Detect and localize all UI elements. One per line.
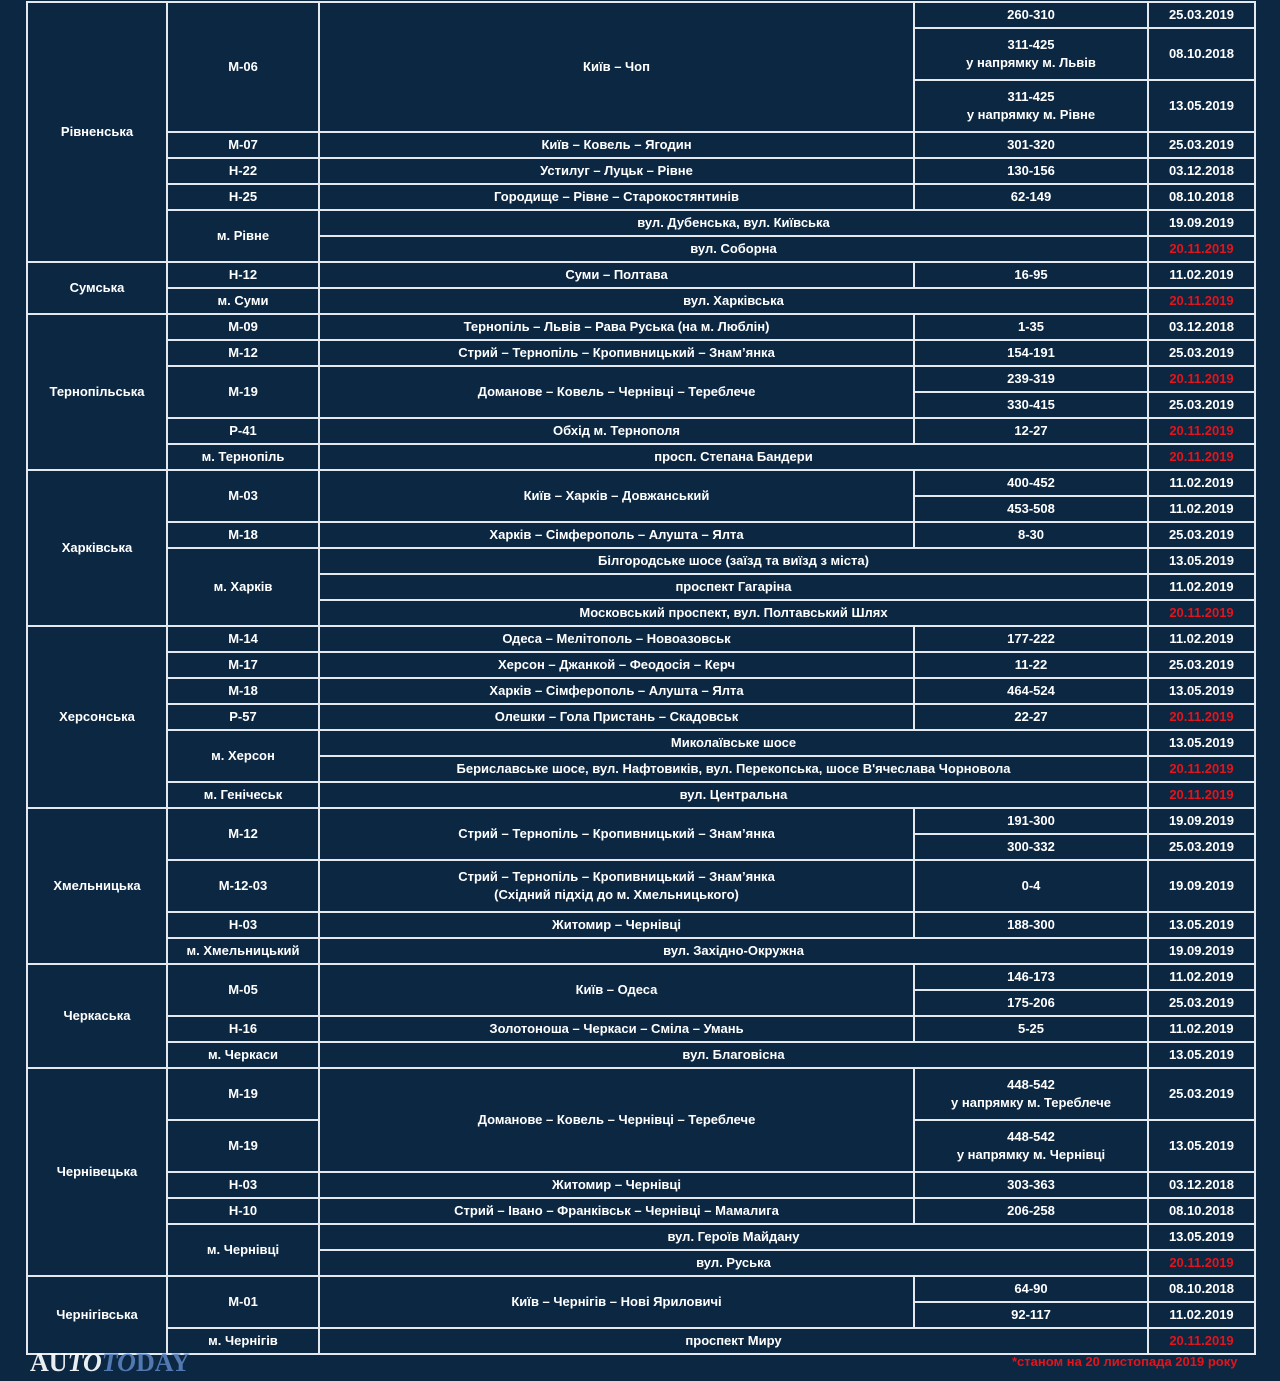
table-row	[27, 1172, 1255, 1198]
table-cell: 11.02.2019	[1148, 262, 1255, 288]
table-cell: 13.05.2019	[1148, 730, 1255, 756]
table-cell: 300-332	[914, 834, 1148, 860]
table-cell: Н-03	[167, 1172, 319, 1198]
table-cell: 11.02.2019	[1148, 626, 1255, 652]
table-cell: Миколаївське шосе	[319, 730, 1148, 756]
table-row	[27, 444, 1255, 470]
table-cell: м. Хмельницький	[167, 938, 319, 964]
table-row	[27, 1198, 1255, 1224]
table-cell: Київ – Харків – Довжанський	[319, 470, 914, 522]
table-row	[27, 912, 1255, 938]
table-row	[27, 1042, 1255, 1068]
table-cell: Черкаська	[27, 964, 167, 1068]
table-cell: вул. Центральна	[319, 782, 1148, 808]
table-cell: М-06	[167, 2, 319, 132]
table-cell: М-19	[167, 1068, 319, 1120]
table-row	[27, 158, 1255, 184]
table-cell: Київ – Ковель – Ягодин	[319, 132, 914, 158]
table-cell: 25.03.2019	[1148, 132, 1255, 158]
table-cell: 11.02.2019	[1148, 574, 1255, 600]
table-cell: 20.11.2019	[1148, 236, 1255, 262]
table-cell: 260-310	[914, 2, 1148, 28]
table-cell: М-03	[167, 470, 319, 522]
table-cell: Житомир – Чернівці	[319, 912, 914, 938]
table-cell: 188-300	[914, 912, 1148, 938]
table-row	[27, 1328, 1255, 1354]
table-cell: 130-156	[914, 158, 1148, 184]
table-cell: Суми – Полтава	[319, 262, 914, 288]
table-row	[27, 730, 1255, 756]
table-row	[27, 1016, 1255, 1042]
table-row	[27, 1276, 1255, 1302]
table-cell: Харківська	[27, 470, 167, 626]
table-cell: Доманове – Ковель – Чернівці – Тереблече	[319, 1068, 914, 1172]
table-cell: Стрий – Тернопіль – Кропивницький – Знам’янка	[319, 340, 914, 366]
table-cell: 0-4	[914, 860, 1148, 912]
table-cell: 301-320	[914, 132, 1148, 158]
table-row	[27, 1068, 1255, 1120]
table-cell: Білгородське шосе (заїзд та виїзд з міста)	[319, 548, 1148, 574]
table-row	[27, 340, 1255, 366]
table-cell: м. Суми	[167, 288, 319, 314]
table-cell: 19.09.2019	[1148, 808, 1255, 834]
watermark-to: TO	[67, 1348, 102, 1377]
table-cell: 13.05.2019	[1148, 1120, 1255, 1172]
table-cell: Київ – Чоп	[319, 2, 914, 132]
table-cell: 03.12.2018	[1148, 1172, 1255, 1198]
table-row	[27, 678, 1255, 704]
table-row	[27, 470, 1255, 496]
table-cell: 13.05.2019	[1148, 1042, 1255, 1068]
table-row	[27, 652, 1255, 678]
table-cell: м. Харків	[167, 548, 319, 626]
watermark-to-blue: TO	[101, 1348, 136, 1377]
table-cell: М-12-03	[167, 860, 319, 912]
table-cell: М-18	[167, 678, 319, 704]
table-cell: вул. Героїв Майдану	[319, 1224, 1148, 1250]
table-cell: Харків – Сімферополь – Алушта – Ялта	[319, 522, 914, 548]
table-cell: 1-35	[914, 314, 1148, 340]
table-row	[27, 782, 1255, 808]
table-cell: 20.11.2019	[1148, 444, 1255, 470]
table-row	[27, 288, 1255, 314]
table-cell: м. Генічеськ	[167, 782, 319, 808]
table-cell: Н-16	[167, 1016, 319, 1042]
table-cell: Н-03	[167, 912, 319, 938]
table-cell: М-07	[167, 132, 319, 158]
table-cell: 20.11.2019	[1148, 600, 1255, 626]
watermark-au: AU	[30, 1348, 68, 1377]
table-cell: 25.03.2019	[1148, 834, 1255, 860]
table-cell: 5-25	[914, 1016, 1148, 1042]
table-cell: 11.02.2019	[1148, 470, 1255, 496]
table-cell: 11-22	[914, 652, 1148, 678]
table-cell: вул. Руська	[319, 1250, 1148, 1276]
table-row	[27, 626, 1255, 652]
table-cell: 13.05.2019	[1148, 80, 1255, 132]
table-cell: просп. Степана Бандери	[319, 444, 1148, 470]
table-cell: 08.10.2018	[1148, 184, 1255, 210]
table-cell: м. Черкаси	[167, 1042, 319, 1068]
table-cell: М-19	[167, 366, 319, 418]
table-cell: 177-222	[914, 626, 1148, 652]
table-cell: Харків – Сімферополь – Алушта – Ялта	[319, 678, 914, 704]
table-cell: М-17	[167, 652, 319, 678]
watermark-day: DAY	[135, 1348, 190, 1377]
table-cell: Херсонська	[27, 626, 167, 808]
table-cell: проспект Миру	[319, 1328, 1148, 1354]
table-cell: 22-27	[914, 704, 1148, 730]
table-row	[27, 808, 1255, 834]
table-cell: Херсон – Джанкой – Феодосія – Керч	[319, 652, 914, 678]
table-cell: Н-22	[167, 158, 319, 184]
table-cell: Хмельницька	[27, 808, 167, 964]
table-cell: Чернівецька	[27, 1068, 167, 1276]
table-cell: М-05	[167, 964, 319, 1016]
table-cell: 303-363	[914, 1172, 1148, 1198]
table-row	[27, 132, 1255, 158]
table-row	[27, 418, 1255, 444]
road-repair-table	[26, 1, 1256, 1355]
table-cell: 92-117	[914, 1302, 1148, 1328]
table-cell: 25.03.2019	[1148, 522, 1255, 548]
table-cell: 08.10.2018	[1148, 1198, 1255, 1224]
table-cell: 311-425 у напрямку м. Рівне	[914, 80, 1148, 132]
table-cell: 154-191	[914, 340, 1148, 366]
table-cell: Золотоноша – Черкаси – Сміла – Умань	[319, 1016, 914, 1042]
table-cell: 64-90	[914, 1276, 1148, 1302]
table-cell: 239-319	[914, 366, 1148, 392]
table-cell: Тернопіль – Львів – Рава Руська (на м. Люблін)	[319, 314, 914, 340]
table-cell: 08.10.2018	[1148, 1276, 1255, 1302]
table-cell: Городище – Рівне – Старокостянтинів	[319, 184, 914, 210]
table-cell: 20.11.2019	[1148, 288, 1255, 314]
table-cell: Тернопільська	[27, 314, 167, 470]
table-cell: Сумська	[27, 262, 167, 314]
table-cell: м. Чернівці	[167, 1224, 319, 1276]
table-row	[27, 1224, 1255, 1250]
table-cell: Р-41	[167, 418, 319, 444]
table-cell: Стрий – Івано – Франківськ – Чернівці – Мамалига	[319, 1198, 914, 1224]
table-row	[27, 860, 1255, 912]
table-cell: 25.03.2019	[1148, 1068, 1255, 1120]
table-cell: 13.05.2019	[1148, 678, 1255, 704]
table-cell: Олешки – Гола Пристань – Скадовськ	[319, 704, 914, 730]
table-cell: 20.11.2019	[1148, 418, 1255, 444]
table-cell: вул. Соборна	[319, 236, 1148, 262]
table-row	[27, 184, 1255, 210]
table-cell: 311-425 у напрямку м. Львів	[914, 28, 1148, 80]
table-cell: М-09	[167, 314, 319, 340]
table-cell: Чернігівська	[27, 1276, 167, 1354]
table-cell: м. Херсон	[167, 730, 319, 782]
table-row	[27, 522, 1255, 548]
table-cell: вул. Західно-Окружна	[319, 938, 1148, 964]
table-cell: м. Рівне	[167, 210, 319, 262]
table-cell: 13.05.2019	[1148, 912, 1255, 938]
table-cell: м. Тернопіль	[167, 444, 319, 470]
table-cell: М-19	[167, 1120, 319, 1172]
table-cell: 20.11.2019	[1148, 366, 1255, 392]
table-cell: Р-57	[167, 704, 319, 730]
footnote: *станом на 20 листопада 2019 року	[1012, 1354, 1238, 1369]
table-row	[27, 704, 1255, 730]
table-cell: 448-542 у напрямку м. Чернівці	[914, 1120, 1148, 1172]
table-cell: 464-524	[914, 678, 1148, 704]
table-cell: Рівненська	[27, 2, 167, 262]
table-cell: Київ – Чернігів – Нові Яриловичі	[319, 1276, 914, 1328]
table-cell: Стрий – Тернопіль – Кропивницький – Знам’янка	[319, 808, 914, 860]
table-cell: 8-30	[914, 522, 1148, 548]
table-cell: 146-173	[914, 964, 1148, 990]
table-cell: 25.03.2019	[1148, 652, 1255, 678]
table-cell: Бериславське шосе, вул. Нафтовиків, вул. Перекопська, шосе В'ячеслава Чорновола	[319, 756, 1148, 782]
table-cell: 11.02.2019	[1148, 1302, 1255, 1328]
table-cell: 20.11.2019	[1148, 1250, 1255, 1276]
table-cell: Житомир – Чернівці	[319, 1172, 914, 1198]
table-cell: Київ – Одеса	[319, 964, 914, 1016]
table-cell: 20.11.2019	[1148, 782, 1255, 808]
table-cell: 19.09.2019	[1148, 210, 1255, 236]
table-row	[27, 262, 1255, 288]
table-cell: 20.11.2019	[1148, 756, 1255, 782]
table-row	[27, 2, 1255, 28]
table-cell: 11.02.2019	[1148, 1016, 1255, 1042]
table-cell: 400-452	[914, 470, 1148, 496]
table-cell: Н-25	[167, 184, 319, 210]
table-cell: проспект Гагаріна	[319, 574, 1148, 600]
table-cell: 175-206	[914, 990, 1148, 1016]
table-cell: 453-508	[914, 496, 1148, 522]
table-cell: Московський проспект, вул. Полтавський Шлях	[319, 600, 1148, 626]
table-row	[27, 548, 1255, 574]
table-cell: Обхід м. Тернополя	[319, 418, 914, 444]
table-cell: вул. Благовісна	[319, 1042, 1148, 1068]
table-cell: 11.02.2019	[1148, 964, 1255, 990]
table-row	[27, 964, 1255, 990]
table-cell: 62-149	[914, 184, 1148, 210]
table-cell: вул. Дубенська, вул. Київська	[319, 210, 1148, 236]
table-row	[27, 366, 1255, 392]
table-cell: 448-542 у напрямку м. Тереблече	[914, 1068, 1148, 1120]
table-cell: 191-300	[914, 808, 1148, 834]
table-cell: 25.03.2019	[1148, 2, 1255, 28]
table-cell: Н-12	[167, 262, 319, 288]
table-cell: М-01	[167, 1276, 319, 1328]
table-cell: 03.12.2018	[1148, 158, 1255, 184]
table-cell: 08.10.2018	[1148, 28, 1255, 80]
table-cell: Устилуг – Луцьк – Рівне	[319, 158, 914, 184]
table-cell: 25.03.2019	[1148, 340, 1255, 366]
table-cell: 206-258	[914, 1198, 1148, 1224]
table-cell: 11.02.2019	[1148, 496, 1255, 522]
table-cell: 19.09.2019	[1148, 860, 1255, 912]
table-row	[27, 938, 1255, 964]
table-cell: 13.05.2019	[1148, 548, 1255, 574]
table-cell: 13.05.2019	[1148, 1224, 1255, 1250]
table-cell: 19.09.2019	[1148, 938, 1255, 964]
table-cell: Одеса – Мелітополь – Новоазовськ	[319, 626, 914, 652]
table-cell: 20.11.2019	[1148, 1328, 1255, 1354]
table-row	[27, 314, 1255, 340]
table-cell: Стрий – Тернопіль – Кропивницький – Знам’янка (Східний підхід до м. Хмельницького)	[319, 860, 914, 912]
table-row	[27, 210, 1255, 236]
table-cell: М-12	[167, 808, 319, 860]
table-cell: 03.12.2018	[1148, 314, 1255, 340]
table-cell: Доманове – Ковель – Чернівці – Тереблече	[319, 366, 914, 418]
table-cell: 25.03.2019	[1148, 392, 1255, 418]
table-cell: М-14	[167, 626, 319, 652]
table-cell: 16-95	[914, 262, 1148, 288]
table-cell: 330-415	[914, 392, 1148, 418]
table-cell: вул. Харківська	[319, 288, 1148, 314]
table-cell: 12-27	[914, 418, 1148, 444]
table-cell: М-18	[167, 522, 319, 548]
table-cell: 20.11.2019	[1148, 704, 1255, 730]
table-cell: м. Чернігів	[167, 1328, 319, 1354]
table-cell: 25.03.2019	[1148, 990, 1255, 1016]
table-cell: Н-10	[167, 1198, 319, 1224]
table-cell: М-12	[167, 340, 319, 366]
